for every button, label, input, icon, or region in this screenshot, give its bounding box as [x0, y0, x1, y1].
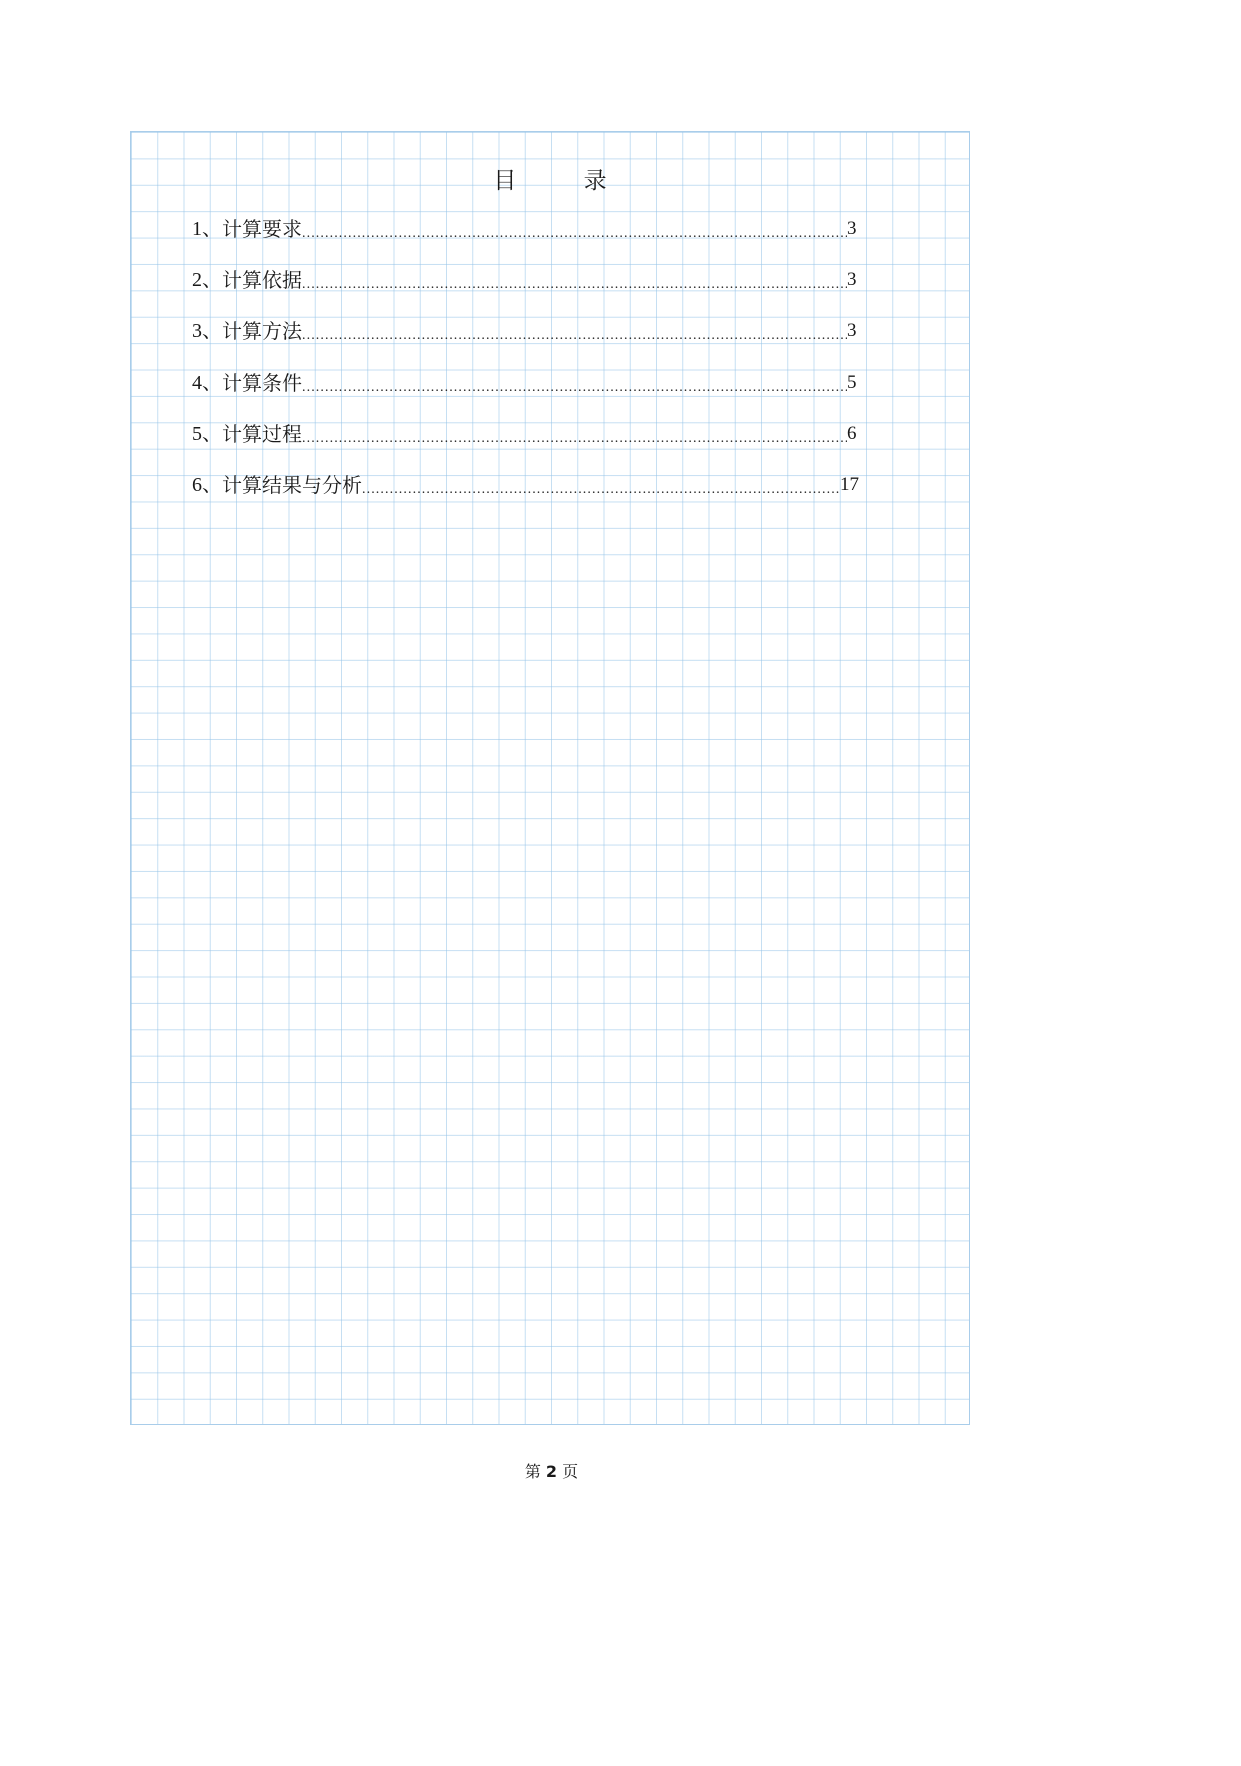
toc-dot-leader	[302, 419, 847, 449]
toc-entry[interactable]	[192, 470, 859, 521]
page-footer	[0, 1459, 1103, 1482]
toc-entry-label: 计算结果与分析	[222, 472, 362, 497]
footer-suffix: 页	[562, 1462, 579, 1481]
toc-entry[interactable]	[192, 265, 859, 316]
toc-entry[interactable]	[192, 316, 859, 367]
toc-entry-label: 计算过程	[222, 421, 302, 446]
toc-entry[interactable]	[192, 214, 859, 265]
toc-dot-leader	[302, 265, 847, 295]
toc-entry-page: 3	[847, 269, 857, 291]
toc-dot-leader	[302, 214, 847, 244]
toc-dot-leader	[302, 316, 847, 346]
toc-entry[interactable]	[192, 419, 859, 470]
toc-dot-leader	[302, 368, 847, 398]
toc-entry-label: 计算依据	[222, 268, 302, 293]
toc-entry-page: 6	[847, 422, 857, 444]
toc-entry-number: 3、	[192, 320, 222, 343]
toc-list	[192, 214, 859, 521]
toc-entry-number: 1、	[192, 218, 222, 240]
toc-entry-number: 6、	[192, 473, 222, 496]
grid-paper-sheet	[130, 131, 970, 1425]
toc-dot-leader	[362, 470, 840, 500]
footer-prefix: 第	[524, 1462, 541, 1481]
toc-entry-number: 4、	[192, 371, 222, 394]
toc-entry-page: 3	[847, 218, 857, 239]
toc-entry-label: 计算方法	[222, 319, 302, 344]
toc-entry-number: 5、	[192, 422, 222, 445]
footer-page-number: 2	[545, 1462, 558, 1481]
toc-entry-page: 5	[847, 371, 857, 393]
toc-entry-page: 3	[847, 320, 857, 342]
toc-title: 目 录	[493, 168, 637, 194]
toc-entry-label: 计算条件	[222, 370, 302, 395]
toc-entry-number: 2、	[192, 269, 222, 292]
toc-entry-page: 17	[840, 473, 859, 495]
toc-entry[interactable]	[192, 368, 859, 419]
toc-entry-label: 计算要求	[222, 217, 302, 241]
